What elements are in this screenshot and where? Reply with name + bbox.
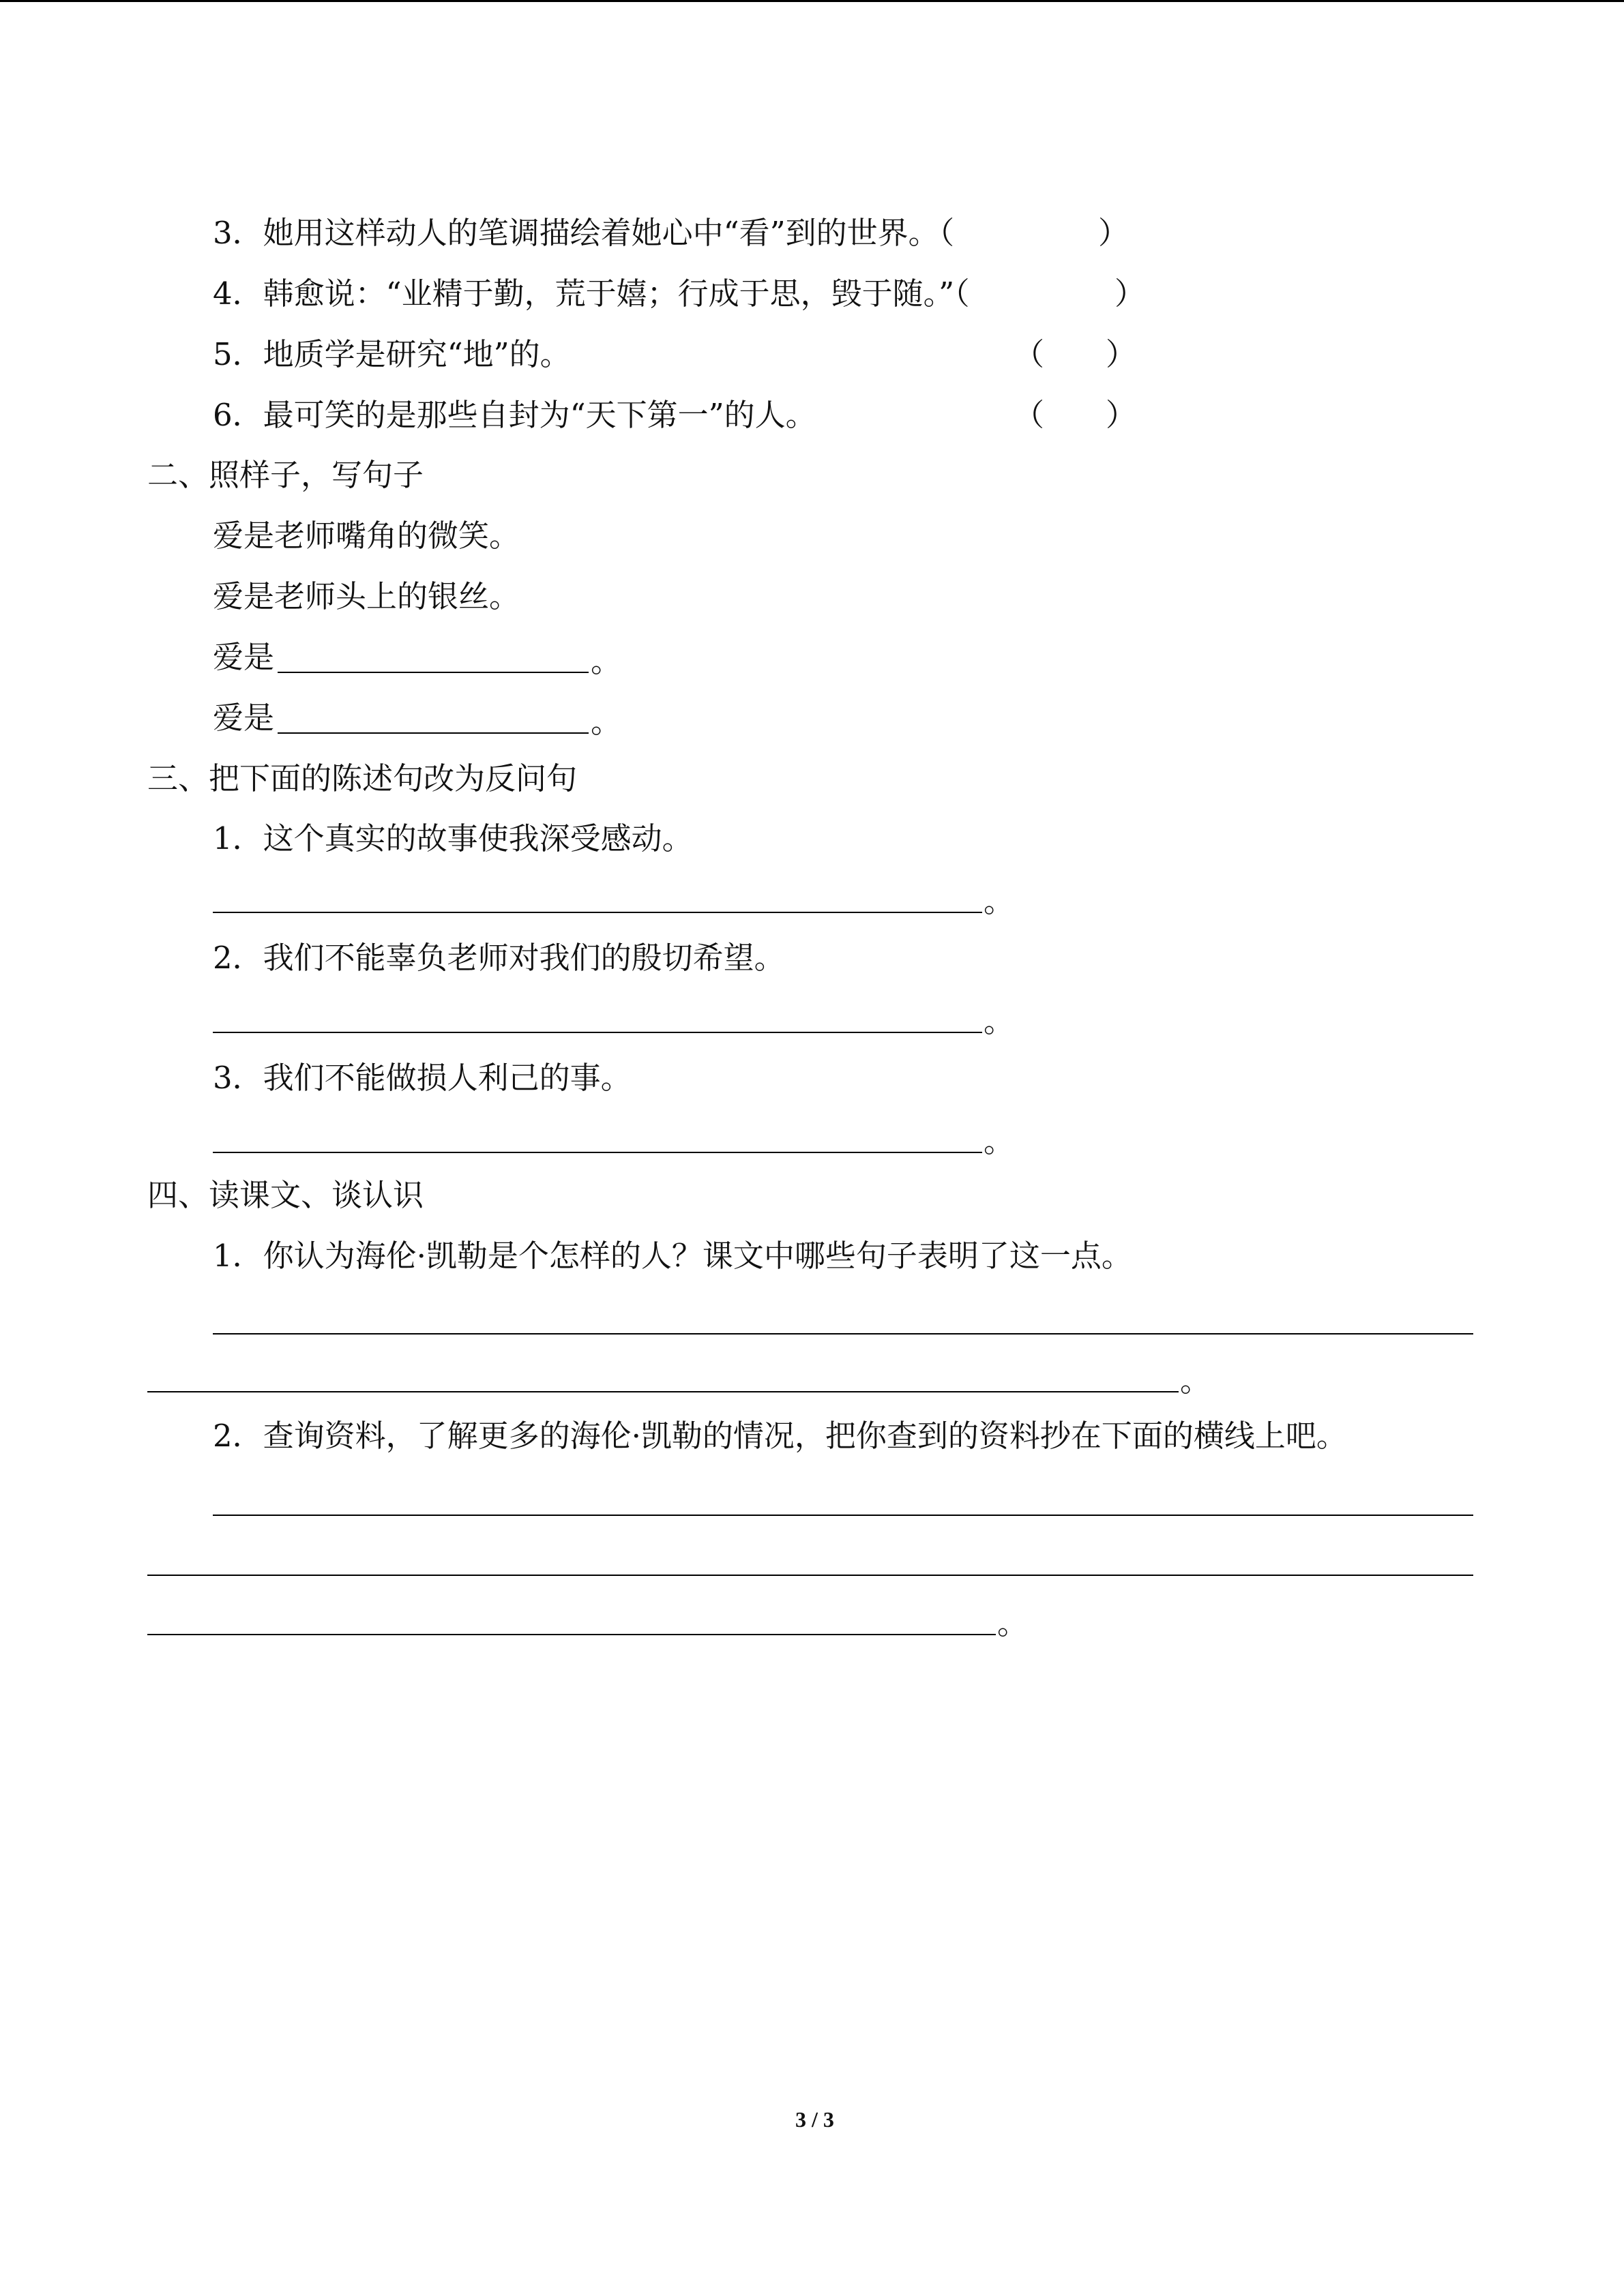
fill-end-1: 。 [591, 643, 622, 679]
example-sentence-2: 爱是老师头上的银丝。 [213, 578, 520, 614]
judge-item-4-close: ） [1114, 275, 1146, 312]
question-2: 2．查询资料，了解更多的海伦·凯勒的情况，把你查到的资料抄在下面的横线上吧。 [213, 1418, 1347, 1454]
fill-prompt-2: 爱是 [213, 700, 275, 736]
rewrite-end-1: 。 [984, 883, 1015, 919]
fill-end-2: 。 [591, 704, 622, 740]
top-border [0, 0, 1624, 2]
fill-prompt-1: 爱是 [213, 639, 275, 675]
rewrite-item-1: 1．这个真实的故事使我深受感动。 [213, 820, 693, 856]
question-2-end: 。 [997, 1605, 1029, 1641]
rewrite-end-3: 。 [984, 1123, 1015, 1159]
question-2-line-2[interactable] [147, 1575, 1473, 1576]
rewrite-answer-line-3[interactable] [213, 1152, 982, 1153]
rewrite-answer-line-2[interactable] [213, 1032, 982, 1033]
example-sentence-1: 爱是老师嘴角的微笑。 [213, 518, 520, 554]
judge-item-5-answer[interactable]: （ ） [1014, 336, 1137, 372]
judge-item-6: 6．最可笑的是那些自封为“天下第一”的人。 [213, 397, 816, 433]
section-2-title: 二、照样子，写句子 [147, 457, 424, 493]
judge-item-5: 5．地质学是研究“地”的。 [213, 336, 571, 372]
fill-blank-2[interactable] [278, 732, 589, 734]
question-2-line-1[interactable] [213, 1515, 1473, 1516]
judge-item-6-answer[interactable]: （ ） [1014, 397, 1137, 433]
section-3-title: 三、把下面的陈述句改为反问句 [147, 760, 578, 796]
rewrite-answer-line-1[interactable] [213, 912, 982, 913]
question-1-end: 。 [1180, 1362, 1211, 1399]
judge-item-3: 3．她用这样动人的笔调描绘着她心中“看”到的世界。（ [213, 215, 955, 251]
question-1: 1．你认为海伦·凯勒是个怎样的人？课文中哪些句子表明了这一点。 [213, 1238, 1132, 1274]
judge-item-3-close: ） [1098, 215, 1130, 251]
section-4-title: 四、读课文、谈认识 [147, 1177, 424, 1213]
question-1-line-2[interactable] [147, 1391, 1179, 1392]
question-2-line-3[interactable] [147, 1634, 996, 1635]
fill-blank-1[interactable] [278, 672, 589, 673]
rewrite-item-3: 3．我们不能做损人利己的事。 [213, 1060, 632, 1096]
judge-item-4: 4．韩愈说：“业精于勤，荒于嬉；行成于思，毁于随。”（ [213, 275, 970, 312]
rewrite-end-2: 。 [984, 1003, 1015, 1039]
page-number: 3 / 3 [795, 2107, 834, 2132]
rewrite-item-2: 2．我们不能辜负老师对我们的殷切希望。 [213, 940, 785, 976]
question-1-line-1[interactable] [213, 1333, 1473, 1335]
